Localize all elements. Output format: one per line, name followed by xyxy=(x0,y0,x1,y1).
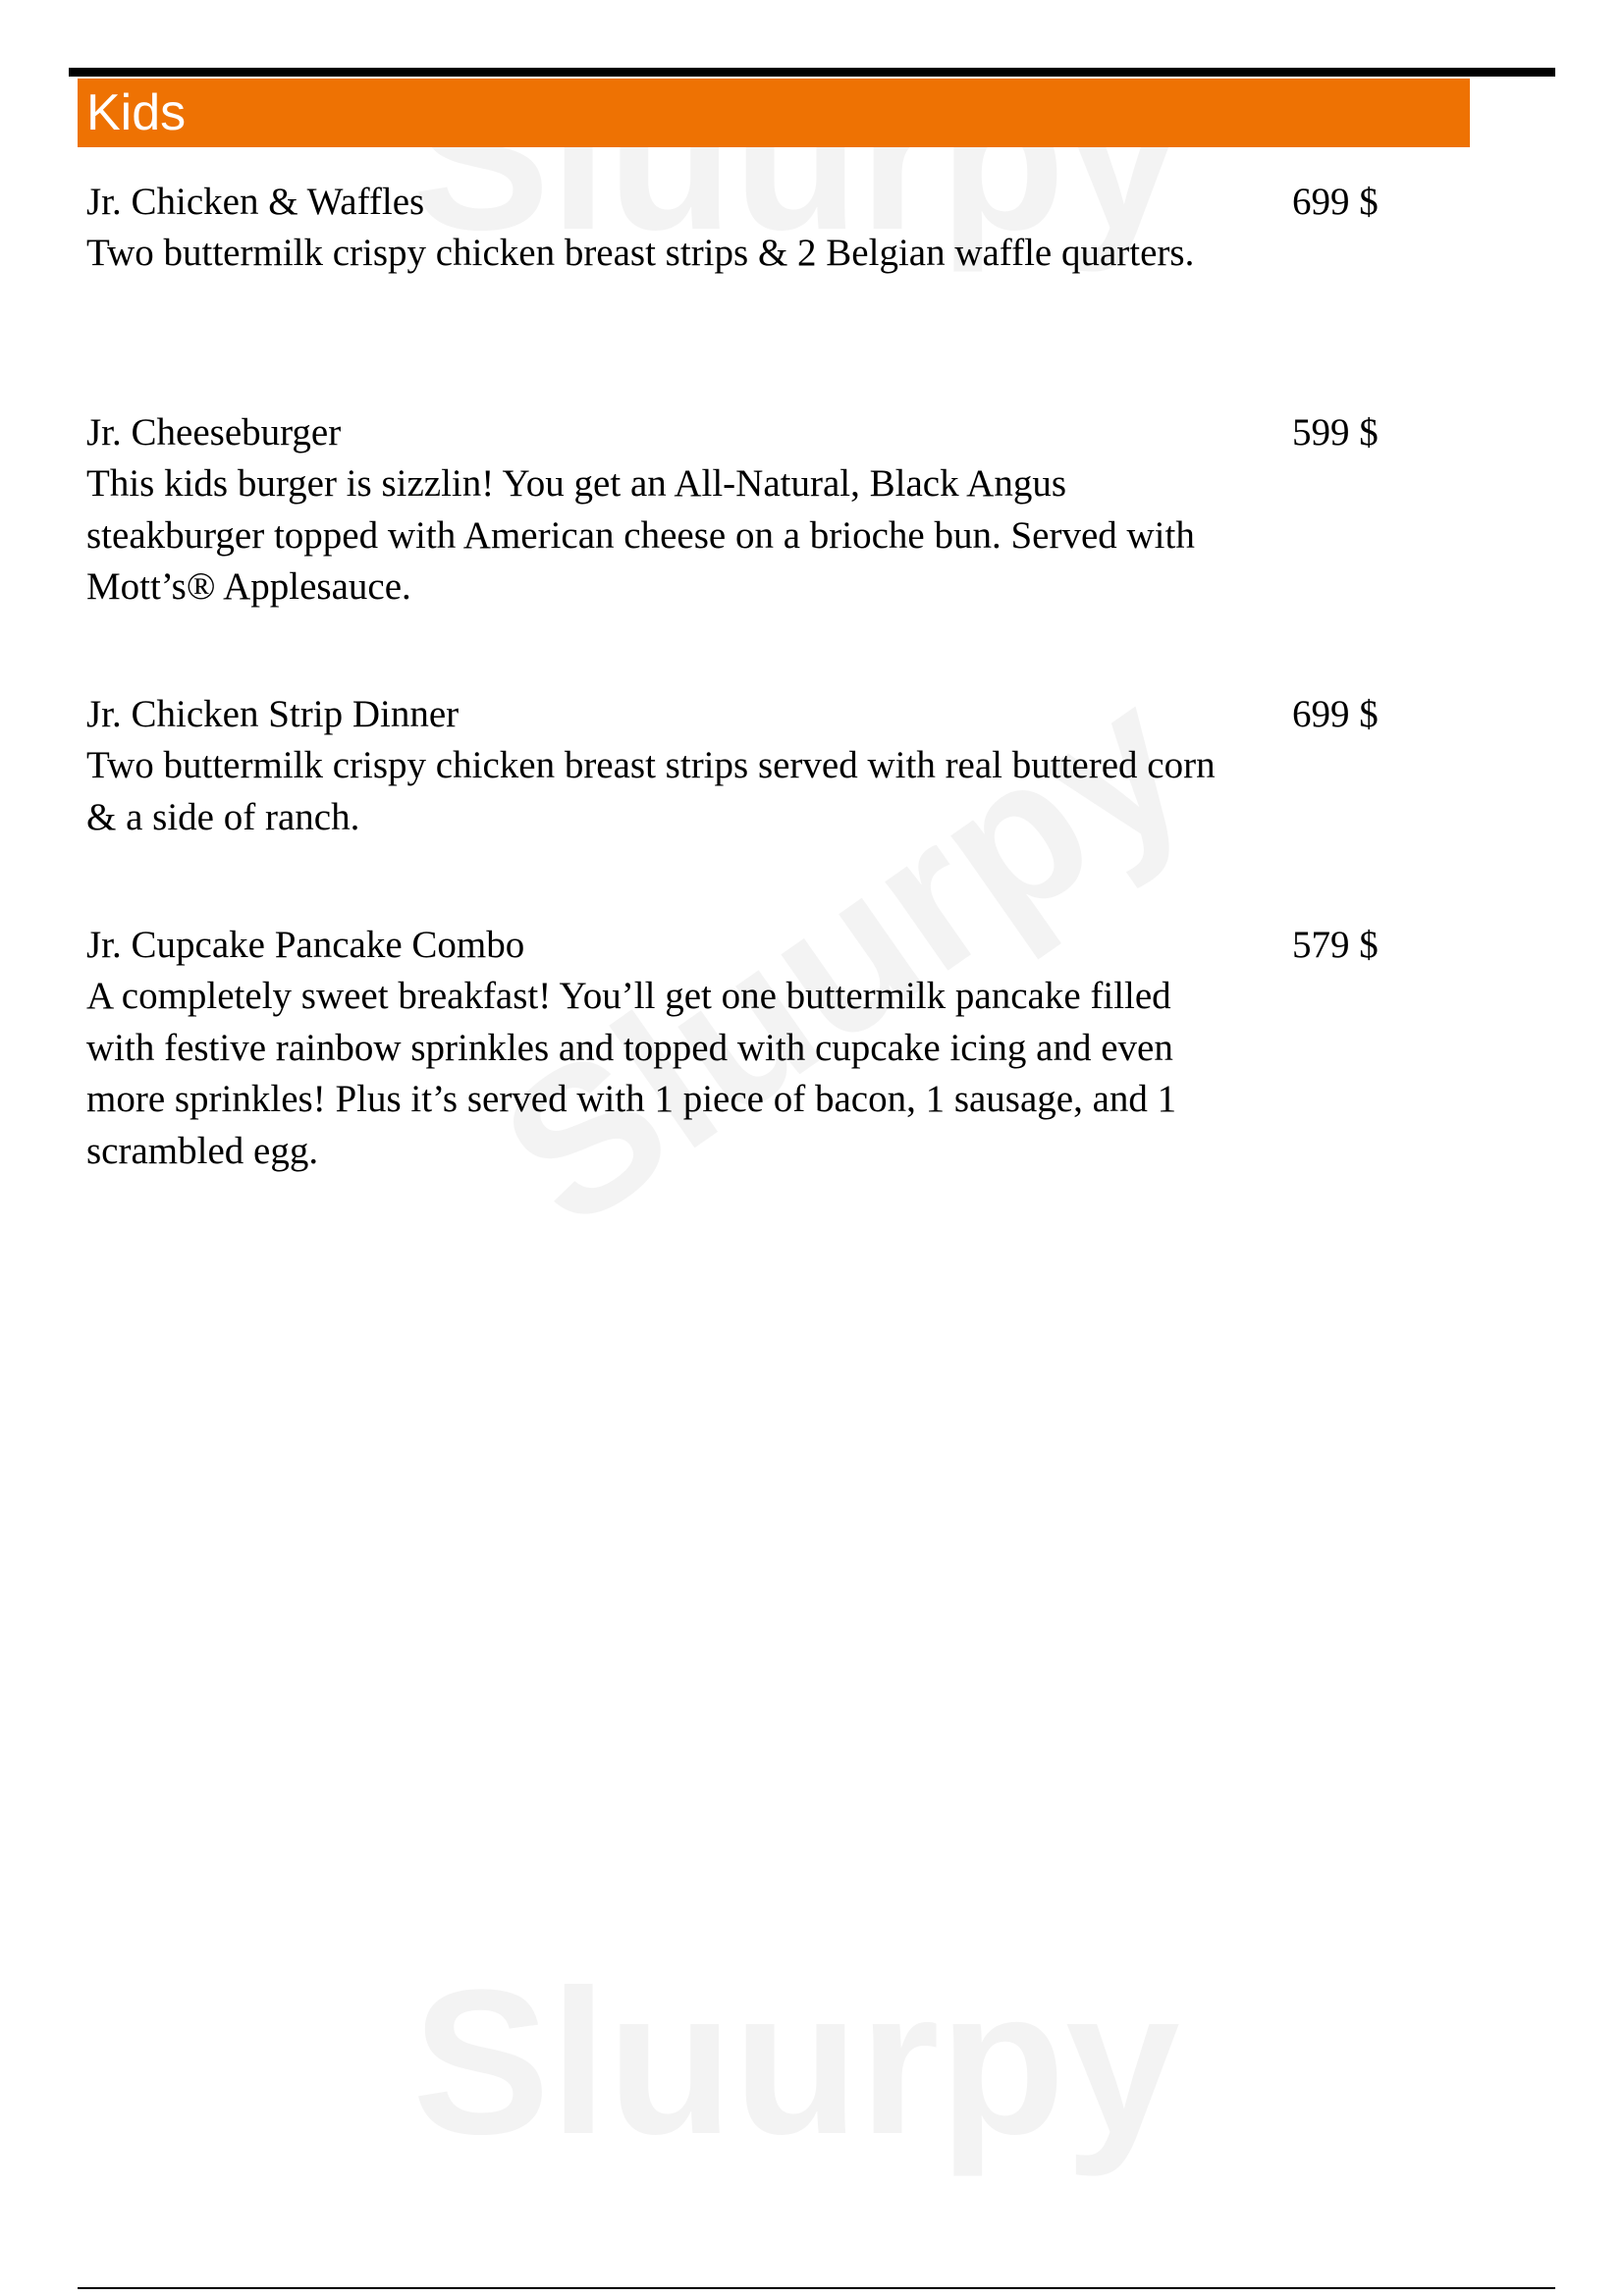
menu-item xyxy=(86,407,1422,614)
item-description: Two buttermilk crispy chicken breast strips served with real buttered corn & a side of ranch. xyxy=(86,744,1216,838)
section-header xyxy=(78,79,1470,147)
item-description: A completely sweet breakfast! You’ll get one buttermilk pancake filled with festive rainbow sprinkles and topped with cupcake icing and even more sprinkles! Plus it’s served with 1 piece of bacon, 1 sausage, and 1 scrambled egg. xyxy=(86,975,1177,1172)
item-price: 699 $ xyxy=(1292,693,1379,735)
item-description: This kids burger is sizzlin! You get an All-Natural, Black Angus steakburger topped with American cheese on a brioche bun. Served with Mott’s® Applesauce. xyxy=(86,462,1195,608)
item-name: Jr. Chicken Strip Dinner xyxy=(86,693,460,735)
item-name: Jr. Chicken & Waffles xyxy=(86,181,425,223)
watermark-logo xyxy=(412,1944,1180,2181)
item-price: 699 $ xyxy=(1292,181,1379,223)
top-divider xyxy=(69,68,1555,77)
item-description: Two buttermilk crispy chicken breast strips & 2 Belgian waffle quarters. xyxy=(86,232,1195,274)
item-price: 579 $ xyxy=(1292,924,1379,966)
item-price: 599 $ xyxy=(1292,411,1379,454)
item-name: Jr. Cupcake Pancake Combo xyxy=(86,924,525,966)
menu-item xyxy=(86,177,1422,280)
menu-item xyxy=(86,689,1422,843)
menu-item xyxy=(86,920,1422,1177)
section-title: Kids xyxy=(86,84,187,141)
bottom-divider xyxy=(78,2287,1555,2289)
item-name: Jr. Cheeseburger xyxy=(86,411,342,454)
